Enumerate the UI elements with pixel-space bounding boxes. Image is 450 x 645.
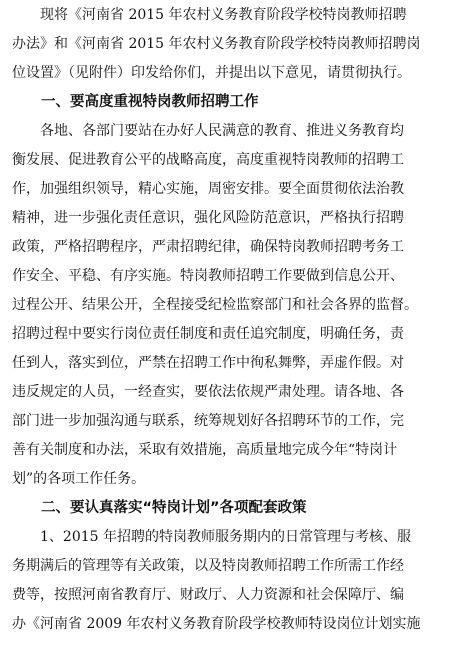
paragraph-line: 部门进一步加强沟通与联系，统筹规划好各招聘环节的工作，完	[12, 413, 404, 429]
section-heading: 二、要认真落实“特岗计划”各项配套政策	[12, 500, 307, 516]
paragraph-line: 衡发展、促进教育公平的战略高度，高度重视特岗教师的招聘工	[12, 152, 404, 168]
paragraph-line: 任到人，落实到位，严禁在招聘工作中徇私舞弊，弄虚作假。对	[12, 355, 404, 371]
paragraph-line: 办法》和《河南省 2015 年农村义务教育阶段学校特岗教师招聘岗	[12, 36, 421, 52]
paragraph-line: 费等，按照河南省教育厅、财政厅、人力资源和社会保障厅、编	[12, 587, 404, 603]
section-heading: 一、要高度重视特岗教师招聘工作	[12, 94, 259, 110]
paragraph-line: 1、2015 年招聘的特岗教师服务期内的日常管理与考核、服	[12, 529, 411, 545]
paragraph-line: 作，加强组织领导，精心实施，周密安排。要全面贯彻依法治教	[12, 181, 404, 197]
paragraph-line: 办《河南省 2009 年农村义务教育阶段学校教师特设岗位计划实施	[12, 616, 421, 632]
paragraph-line: 现将《河南省 2015 年农村义务教育阶段学校特岗教师招聘	[12, 7, 407, 23]
paragraph-line: 精神，进一步强化责任意识，强化风险防范意识，严格执行招聘	[12, 210, 404, 226]
paragraph-line: 务期满后的管理等有关政策，以及特岗教师招聘工作所需工作经	[12, 558, 404, 574]
paragraph-line: 善有关制度和办法，采取有效措施，高质量地完成今年“特岗计	[12, 442, 398, 458]
paragraph-line: 位设置》（见附件）印发给你们，并提出以下意见，请贯彻执行。	[12, 65, 411, 81]
paragraph-line: 违反规定的人员，一经查实，要依法依规严肃处理。请各地、各	[12, 384, 404, 400]
paragraph-line: 招聘过程中要实行岗位责任制度和责任追究制度，明确任务，责	[12, 326, 404, 342]
paragraph-line: 作安全、平稳、有序实施。特岗教师招聘工作要做到信息公开、	[12, 268, 404, 284]
paragraph-line: 过程公开、结果公开，全程接受纪检监察部门和社会各界的监督。	[12, 297, 418, 313]
paragraph-line: 政策，严格招聘程序，严肃招聘纪律，确保特岗教师招聘考务工	[12, 239, 404, 255]
paragraph-line: 各地、各部门要站在办好人民满意的教育、推进义务教育均	[12, 123, 404, 139]
paragraph-line: 划”的各项工作任务。	[12, 471, 146, 487]
